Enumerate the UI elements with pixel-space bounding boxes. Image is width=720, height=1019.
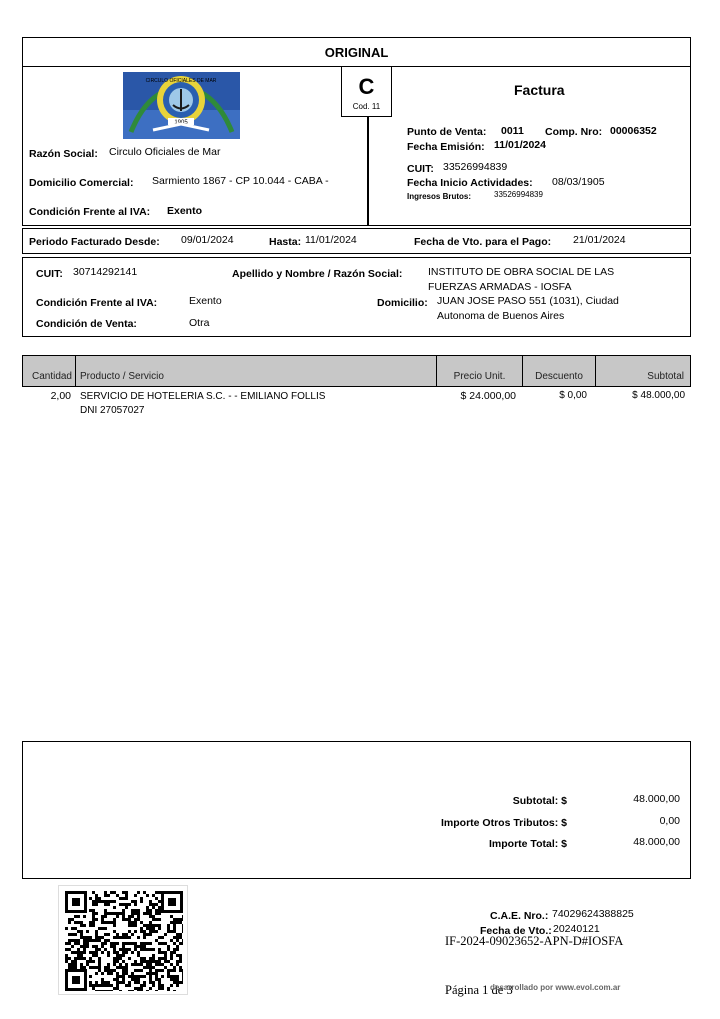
logo-year: 1905 (174, 120, 188, 126)
client-domicilio-line1: JUAN JOSE PASO 551 (1031), Ciudad (437, 295, 619, 307)
invoice-code: Cod. 11 (352, 102, 381, 111)
subtotal-value: 48.000,00 (633, 793, 680, 805)
qr-code (58, 885, 188, 995)
domicilio-comercial-value: Sarmiento 1867 - CP 10.044 - CABA - (152, 175, 329, 187)
fecha-emision-value: 11/01/2024 (494, 139, 546, 151)
gde-stamp: IF-2024-09023652-APN-D#IOSFA (445, 934, 624, 948)
razon-social-value: Circulo Oficiales de Mar (109, 146, 221, 158)
evol-credit: desarrollado por www.evol.com.ar (490, 983, 621, 992)
vto-pago-label: Fecha de Vto. para el Pago: (414, 236, 552, 248)
col-subtotal: Subtotal (647, 371, 684, 382)
comp-nro-value: 00006352 (610, 125, 657, 137)
invoice-letter-box (341, 66, 392, 117)
items-table-header (22, 355, 691, 387)
logo-top-text: CIRCULO OFICIALES DE MAR (145, 78, 217, 84)
client-domicilio-line2: Autonoma de Buenos Aires (437, 310, 565, 322)
domicilio-comercial-label: Domicilio Comercial: (29, 177, 134, 189)
client-iva-label: Condición Frente al IVA: (36, 297, 158, 309)
punto-venta-value: 0011 (501, 125, 524, 137)
row-precio: $ 24.000,00 (460, 390, 516, 402)
copy-label: ORIGINAL (324, 44, 389, 60)
qr-code-pattern (65, 891, 183, 991)
razon-social-label: Razón Social: (29, 148, 98, 160)
cae-vto-label: Fecha de Vto.: (480, 925, 552, 937)
total-value: 48.000,00 (633, 836, 680, 848)
otros-tributos-value: 0,00 (659, 815, 680, 827)
table-row (22, 390, 691, 420)
issuer-cuit-label: CUIT: (407, 163, 434, 175)
col-cantidad: Cantidad (23, 356, 76, 386)
col-producto: Producto / Servicio (76, 356, 437, 386)
logo-emblem (123, 72, 240, 139)
issuer-logo (123, 72, 240, 139)
issuer-cuit-value: 33526994839 (443, 161, 508, 173)
row-producto-line1: SERVICIO DE HOTELERIA S.C. - - EMILIANO FOLLIS (80, 391, 326, 402)
row-cantidad: 2,00 (50, 390, 71, 402)
cae-vto-value: 20240121 (553, 923, 600, 935)
inicio-actividades-label: Fecha Inicio Actividades: (407, 177, 533, 189)
client-cuit-value: 30714292141 (73, 266, 138, 278)
comp-nro-label: Comp. Nro: (545, 126, 603, 138)
copy-header (22, 37, 691, 67)
row-subtotal: $ 48.000,00 (632, 390, 685, 401)
fecha-emision-label: Fecha Emisión: (407, 141, 485, 153)
ingresos-brutos-label: Ingresos Brutos: (407, 192, 472, 201)
invoice-type: Factura (514, 82, 565, 98)
client-nombre-label: Apellido y Nombre / Razón Social: (232, 268, 403, 280)
inicio-actividades-value: 08/03/1905 (552, 176, 605, 188)
vto-pago-value: 21/01/2024 (573, 234, 626, 246)
row-producto-line2: DNI 27057027 (80, 405, 145, 416)
condicion-venta-value: Otra (189, 317, 210, 329)
periodo-desde-label: Periodo Facturado Desde: (29, 236, 160, 248)
periodo-hasta-label: Hasta: (269, 236, 302, 248)
subtotal-label: Subtotal: $ (512, 795, 567, 807)
invoice-letter: C (358, 74, 375, 99)
punto-venta-label: Punto de Venta: (407, 126, 487, 138)
client-nombre-line1: INSTITUTO DE OBRA SOCIAL DE LAS (428, 266, 615, 278)
periodo-hasta-value: 11/01/2024 (305, 234, 357, 246)
client-iva-value: Exento (189, 295, 222, 307)
cae-label: C.A.E. Nro.: (490, 910, 549, 922)
client-domicilio-label: Domicilio: (377, 297, 428, 309)
col-descuento: Descuento (523, 356, 596, 386)
total-label: Importe Total: $ (489, 838, 567, 850)
cae-value: 74029624388825 (552, 908, 634, 920)
issuer-iva-value: Exento (167, 205, 203, 217)
totals-section (22, 741, 691, 879)
issuer-divider (367, 116, 369, 226)
periodo-desde-value: 09/01/2024 (181, 234, 234, 246)
client-nombre-line2: FUERZAS ARMADAS - IOSFA (428, 281, 572, 293)
otros-tributos-label: Importe Otros Tributos: $ (440, 817, 567, 829)
ingresos-brutos-value: 33526994839 (494, 190, 543, 199)
page-stamp: Página 1 de 3 (445, 983, 513, 997)
row-descuento: $ 0,00 (559, 390, 587, 401)
condicion-venta-label: Condición de Venta: (36, 318, 137, 330)
col-precio: Precio Unit. (437, 356, 523, 386)
client-cuit-label: CUIT: (36, 268, 63, 280)
issuer-iva-label: Condición Frente al IVA: (29, 206, 151, 218)
